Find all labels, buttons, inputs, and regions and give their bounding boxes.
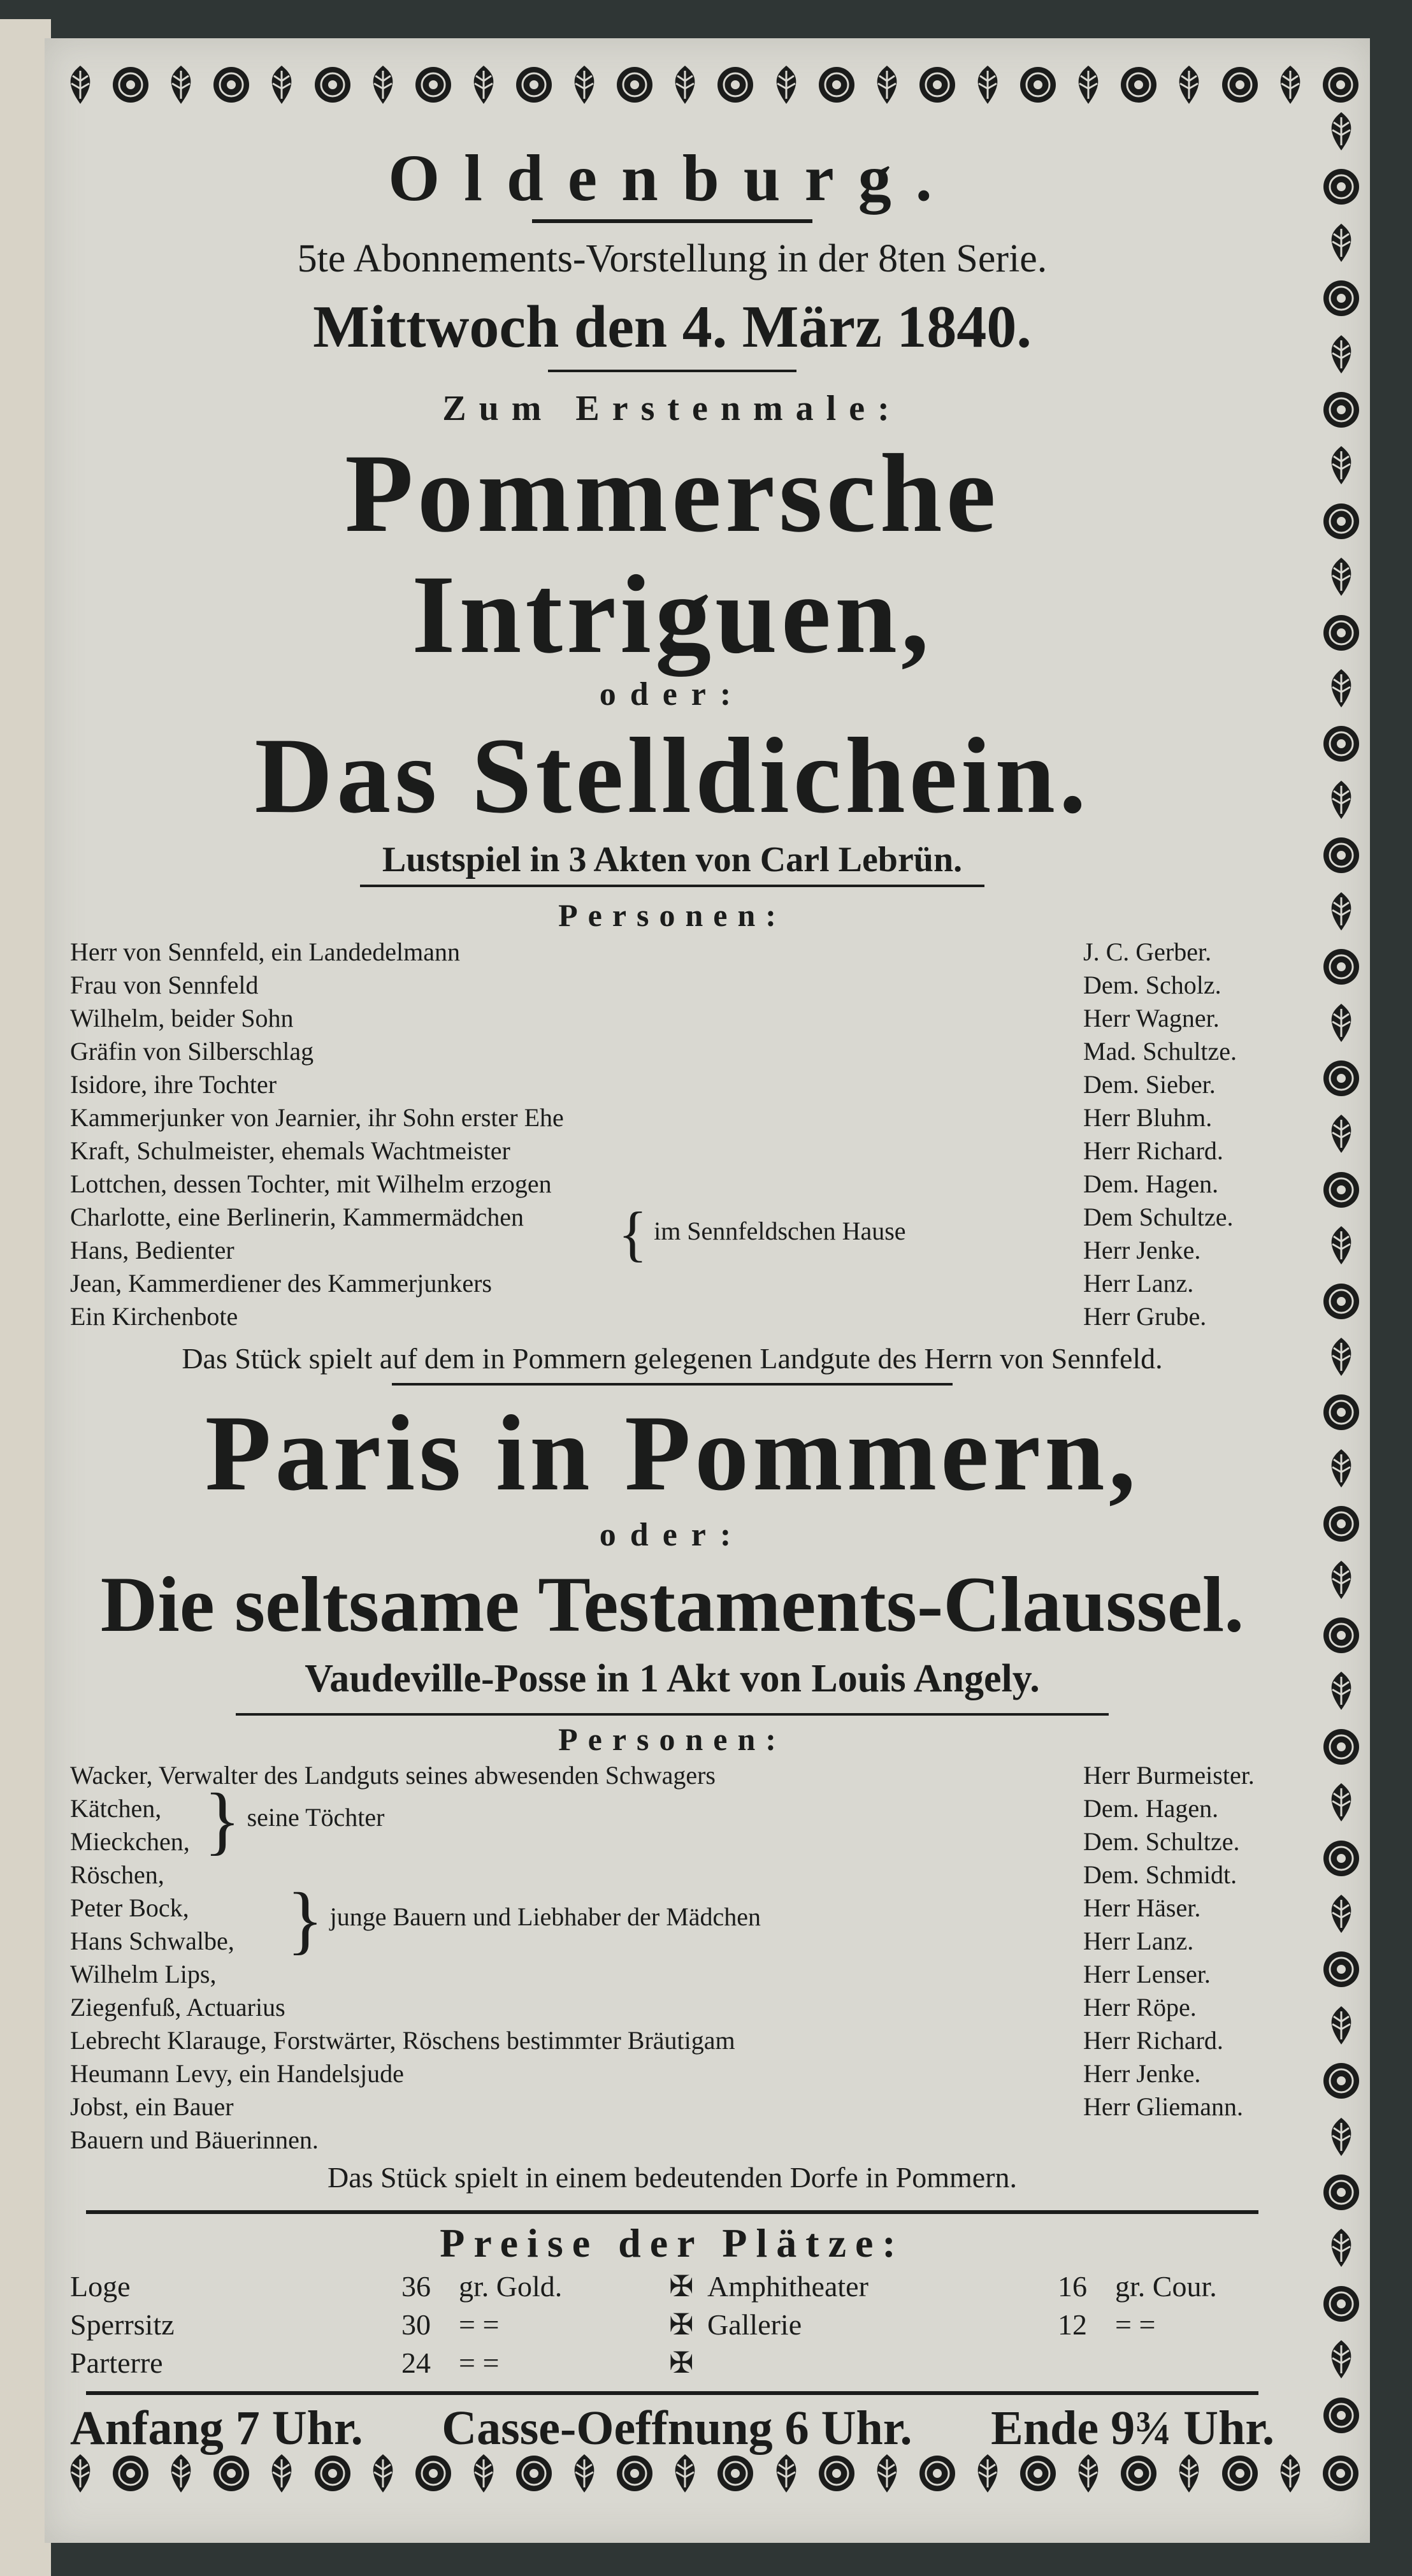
prices-heading: Preise der Plätze:: [440, 2220, 905, 2266]
rosette-ornament-icon: [1318, 1167, 1364, 1215]
place-name: Parterre: [70, 2347, 163, 2379]
leaf-ornament-icon: [864, 62, 910, 110]
play1-genre: Lustspiel in 3 Akten von Carl Lebrün.: [382, 840, 963, 879]
times-footer: [70, 2398, 1274, 2459]
brace-label: seine Töchter: [247, 1803, 385, 1832]
rosette-ornament-icon: [612, 62, 658, 110]
divider: [392, 1383, 953, 1386]
price-value: 30: [401, 2308, 431, 2341]
role: Kraft, Schulmeister, ehemals Wachtmeister: [70, 1136, 510, 1165]
leaf-ornament-icon: [1318, 442, 1364, 491]
play1-brace-note: [618, 1199, 906, 1268]
leaf-ornament-icon: [1318, 554, 1364, 602]
rosette-ornament-icon: [712, 62, 758, 110]
actor: Dem. Schultze.: [1083, 1827, 1240, 1856]
leaf-ornament-icon: [662, 62, 708, 110]
cast-row: [70, 2124, 1274, 2157]
leaf-ornament-icon: [461, 62, 507, 110]
play1-oder: oder:: [599, 676, 746, 713]
rosette-ornament-icon: [1318, 832, 1364, 881]
leaf-ornament-icon: [1318, 331, 1364, 380]
cast-row: [70, 969, 1274, 1002]
actor: Dem. Schmidt.: [1083, 1860, 1237, 1889]
price-row: [70, 2268, 1274, 2306]
price-unit: gr. Cour.: [1115, 2270, 1217, 2303]
cast-row: [70, 1958, 1274, 1991]
leaf-ornament-icon: [1318, 2002, 1364, 2051]
play1-title: Pommersche Intriguen,: [345, 431, 1000, 677]
role: Lottchen, dessen Tochter, mit Wilhelm erzogen: [70, 1169, 552, 1198]
actor: Herr Jenke.: [1083, 2059, 1201, 2088]
rosette-ornament-icon: [1318, 2058, 1364, 2106]
role: Wilhelm, beider Sohn: [70, 1004, 294, 1032]
premiere-label: Zum Erstenmale:: [442, 389, 902, 428]
play2-oder: oder:: [599, 1517, 746, 1553]
rosette-ornament-icon: [1318, 164, 1364, 212]
role: Wilhelm Lips,: [70, 1960, 217, 1988]
divider: [86, 2391, 1258, 2395]
divider: [548, 370, 796, 372]
rosette-ornament-icon: [1318, 1501, 1364, 1549]
role: Jobst, ein Bauer: [70, 2092, 234, 2121]
price-row: [70, 2306, 1274, 2344]
leaf-ornament-icon: [561, 62, 607, 110]
place-name: Amphitheater: [707, 2270, 868, 2303]
brace-label: im Sennfeldschen Hause: [654, 1217, 906, 1246]
play2-title: Paris in Pommern,: [205, 1393, 1140, 1513]
box-office-time: Casse-Oeffnung 6 Uhr.: [442, 2401, 912, 2455]
leaf-ornament-icon: [1166, 62, 1212, 110]
rosette-ornament-icon: [1318, 1724, 1364, 1772]
rosette-ornament-icon: [1318, 2169, 1364, 2218]
curly-brace-icon: }: [204, 1777, 241, 1862]
price-unit: = =: [1115, 2308, 1156, 2341]
rosette-ornament-icon: [1318, 1946, 1364, 1995]
leaf-ornament-icon: [1318, 2114, 1364, 2162]
leaf-ornament-icon: [1318, 2336, 1364, 2385]
place-name: Sperrsitz: [70, 2308, 175, 2341]
play2-genre: Vaudeville-Posse in 1 Akt von Louis Angely.: [305, 1657, 1040, 1700]
ornament-border-top: [57, 57, 1364, 115]
leaf-ornament-icon: [1267, 62, 1313, 110]
play2-brace-note-daughters: [204, 1777, 385, 1862]
leaf-ornament-icon: [1318, 1779, 1364, 1828]
rosette-ornament-icon: [511, 62, 557, 110]
actor: Herr Wagner.: [1083, 1004, 1220, 1032]
rosette-ornament-icon: [1318, 1278, 1364, 1327]
cast-row: [70, 1300, 1274, 1333]
role: Hans Schwalbe,: [70, 1927, 234, 1955]
role: Ziegenfuß, Actuarius: [70, 1993, 285, 2022]
role: Peter Bock,: [70, 1893, 189, 1922]
actor: J. C. Gerber.: [1083, 937, 1212, 966]
actor: Herr Jenke.: [1083, 1236, 1201, 1264]
cast-row: [70, 2090, 1274, 2124]
ornament-icon: ✠: [669, 2270, 694, 2303]
actor: Herr Bluhm.: [1083, 1103, 1213, 1132]
rosette-ornament-icon: [1015, 62, 1061, 110]
leaf-ornament-icon: [1318, 665, 1364, 714]
rosette-ornament-icon: [814, 62, 860, 110]
price-table: [70, 2268, 1274, 2382]
actor: Herr Röpe.: [1083, 1993, 1197, 2022]
play2-brace-note-peasants: [287, 1877, 761, 1962]
divider: [360, 885, 984, 887]
city-name: Oldenburg.: [388, 141, 956, 215]
rosette-ornament-icon: [1318, 1612, 1364, 1661]
cast-row: [70, 936, 1274, 969]
actor: Dem. Scholz.: [1083, 971, 1221, 999]
play1-subtitle: Das Stelldichein.: [254, 716, 1090, 836]
ornament-icon: ✠: [669, 2347, 694, 2379]
leaf-ornament-icon: [1318, 1557, 1364, 1605]
role: Jean, Kammerdiener des Kammerjunkers: [70, 1269, 492, 1298]
role: Lebrecht Klarauge, Forstwärter, Röschens bestimmter Bräutigam: [70, 2026, 735, 2055]
brace-label: junge Bauern und Liebhaber der Mädchen: [329, 1902, 761, 1932]
adjacent-page-edge: [0, 19, 51, 2576]
rosette-ornament-icon: [1318, 275, 1364, 324]
actor: Herr Gliemann.: [1083, 2092, 1244, 2121]
leaf-ornament-icon: [1318, 1000, 1364, 1048]
ornament-icon: ✠: [669, 2308, 694, 2341]
play1-cast-list: [70, 936, 1274, 1333]
cast-row: [70, 2024, 1274, 2057]
cast-row: [70, 2057, 1274, 2090]
actor: Herr Lanz.: [1083, 1927, 1194, 1955]
role: Heumann Levy, ein Handelsjude: [70, 2059, 404, 2088]
role: Kätchen,: [70, 1794, 162, 1823]
actor: Dem. Sieber.: [1083, 1070, 1216, 1099]
curly-brace-icon: }: [287, 1877, 324, 1962]
place-name: Loge: [70, 2270, 131, 2303]
rosette-ornament-icon: [1318, 1389, 1364, 1438]
leaf-ornament-icon: [360, 62, 406, 110]
cast-row: [70, 1168, 1274, 1201]
role: Ein Kirchenbote: [70, 1302, 238, 1331]
rosette-ornament-icon: [1318, 2281, 1364, 2329]
play2-setting: Das Stück spielt in einem bedeutenden Dorfe in Pommern.: [327, 2161, 1018, 2194]
rosette-ornament-icon: [1318, 944, 1364, 992]
price-unit: gr. Gold.: [459, 2270, 563, 2303]
rosette-ornament-icon: [1318, 1835, 1364, 1884]
place-name: Gallerie: [707, 2308, 802, 2341]
subscription-line: 5te Abonnements-Vorstellung in der 8ten Serie.: [297, 237, 1048, 280]
rosette-ornament-icon: [310, 62, 356, 110]
price-value: 36: [401, 2270, 431, 2303]
divider: [86, 2210, 1258, 2214]
rosette-ornament-icon: [1318, 2392, 1364, 2441]
role: Mieckchen,: [70, 1827, 190, 1856]
price-unit: = =: [459, 2308, 500, 2341]
role: Bauern und Bäuerinnen.: [70, 2125, 319, 2154]
price-unit: = =: [459, 2347, 500, 2379]
role: Hans, Bedienter: [70, 1236, 234, 1264]
actor: Herr Burmeister.: [1083, 1761, 1255, 1790]
playbill-content: [70, 121, 1274, 2459]
actor: Herr Häser.: [1083, 1893, 1201, 1922]
ornament-border-right: [1313, 108, 1370, 2441]
rosette-ornament-icon: [1318, 498, 1364, 547]
price-value: 16: [1058, 2270, 1087, 2303]
play2-persons-heading: Personen:: [558, 1721, 786, 1757]
leaf-ornament-icon: [1318, 108, 1364, 157]
role: Kammerjunker von Jearnier, ihr Sohn erster Ehe: [70, 1103, 564, 1132]
price-value: 12: [1058, 2308, 1087, 2341]
leaf-ornament-icon: [1318, 1111, 1364, 1159]
start-time: Anfang 7 Uhr.: [70, 2401, 363, 2455]
play2-cast-list: [70, 1759, 1274, 2157]
actor: Dem. Hagen.: [1083, 1794, 1219, 1823]
leaf-ornament-icon: [259, 62, 305, 110]
rosette-ornament-icon: [914, 62, 960, 110]
rosette-ornament-icon: [1217, 62, 1263, 110]
curly-brace-icon: {: [618, 1199, 648, 1268]
cast-row: [70, 1134, 1274, 1168]
rosette-ornament-icon: [1318, 1055, 1364, 1104]
actor: Mad. Schultze.: [1083, 1037, 1237, 1066]
actor: Herr Lenser.: [1083, 1960, 1211, 1988]
role: Charlotte, eine Berlinerin, Kammermädchen: [70, 1203, 524, 1231]
price-value: 24: [401, 2347, 431, 2379]
rosette-ornament-icon: [1318, 610, 1364, 658]
actor: Herr Richard.: [1083, 1136, 1223, 1165]
cast-row: [70, 1101, 1274, 1134]
leaf-ornament-icon: [158, 62, 204, 110]
cast-row: [70, 1267, 1274, 1300]
rosette-ornament-icon: [1318, 387, 1364, 435]
leaf-ornament-icon: [1065, 62, 1111, 110]
role: Frau von Sennfeld: [70, 971, 259, 999]
role: Röschen,: [70, 1860, 164, 1889]
leaf-ornament-icon: [1318, 1668, 1364, 1716]
actor: Herr Grube.: [1083, 1302, 1207, 1331]
role: Herr von Sennfeld, ein Landedelmann: [70, 937, 461, 966]
leaf-ornament-icon: [1318, 1891, 1364, 1939]
end-time: Ende 9¾ Uhr.: [991, 2401, 1274, 2455]
cast-row: [70, 1068, 1274, 1101]
cast-row: [70, 1002, 1274, 1035]
price-row: [70, 2344, 1274, 2382]
leaf-ornament-icon: [1318, 1222, 1364, 1271]
rosette-ornament-icon: [108, 62, 154, 110]
actor: Herr Lanz.: [1083, 1269, 1194, 1298]
play1-persons-heading: Personen:: [558, 897, 786, 933]
role: Gräfin von Silberschlag: [70, 1037, 314, 1066]
leaf-ornament-icon: [1318, 888, 1364, 937]
performance-date: Mittwoch den 4. März 1840.: [313, 294, 1032, 360]
rosette-ornament-icon: [410, 62, 456, 110]
leaf-ornament-icon: [763, 62, 809, 110]
role: Isidore, ihre Tochter: [70, 1070, 277, 1099]
actor: Dem. Hagen.: [1083, 1169, 1219, 1198]
leaf-ornament-icon: [1318, 220, 1364, 268]
divider: [532, 219, 812, 223]
leaf-ornament-icon: [57, 62, 103, 110]
rosette-ornament-icon: [1318, 721, 1364, 769]
cast-row: [70, 1035, 1274, 1068]
play2-subtitle: Die seltsame Testaments-Claussel.: [100, 1561, 1244, 1648]
actor: Dem Schultze.: [1083, 1203, 1234, 1231]
play1-setting: Das Stück spielt auf dem in Pommern gelegenen Landgute des Herrn von Sennfeld.: [182, 1342, 1163, 1375]
rosette-ornament-icon: [208, 62, 254, 110]
leaf-ornament-icon: [1318, 777, 1364, 825]
divider: [236, 1713, 1109, 1716]
cast-row: [70, 1991, 1274, 2024]
rosette-ornament-icon: [1116, 62, 1162, 110]
actor: Herr Richard.: [1083, 2026, 1223, 2055]
role: Wacker, Verwalter des Landguts seines abwesenden Schwagers: [70, 1761, 716, 1790]
leaf-ornament-icon: [1318, 2225, 1364, 2273]
rosette-ornament-icon: [1318, 62, 1364, 110]
rosette-ornament-icon: [1318, 2450, 1364, 2499]
leaf-ornament-icon: [1318, 1334, 1364, 1382]
leaf-ornament-icon: [965, 62, 1011, 110]
leaf-ornament-icon: [1318, 1445, 1364, 1494]
